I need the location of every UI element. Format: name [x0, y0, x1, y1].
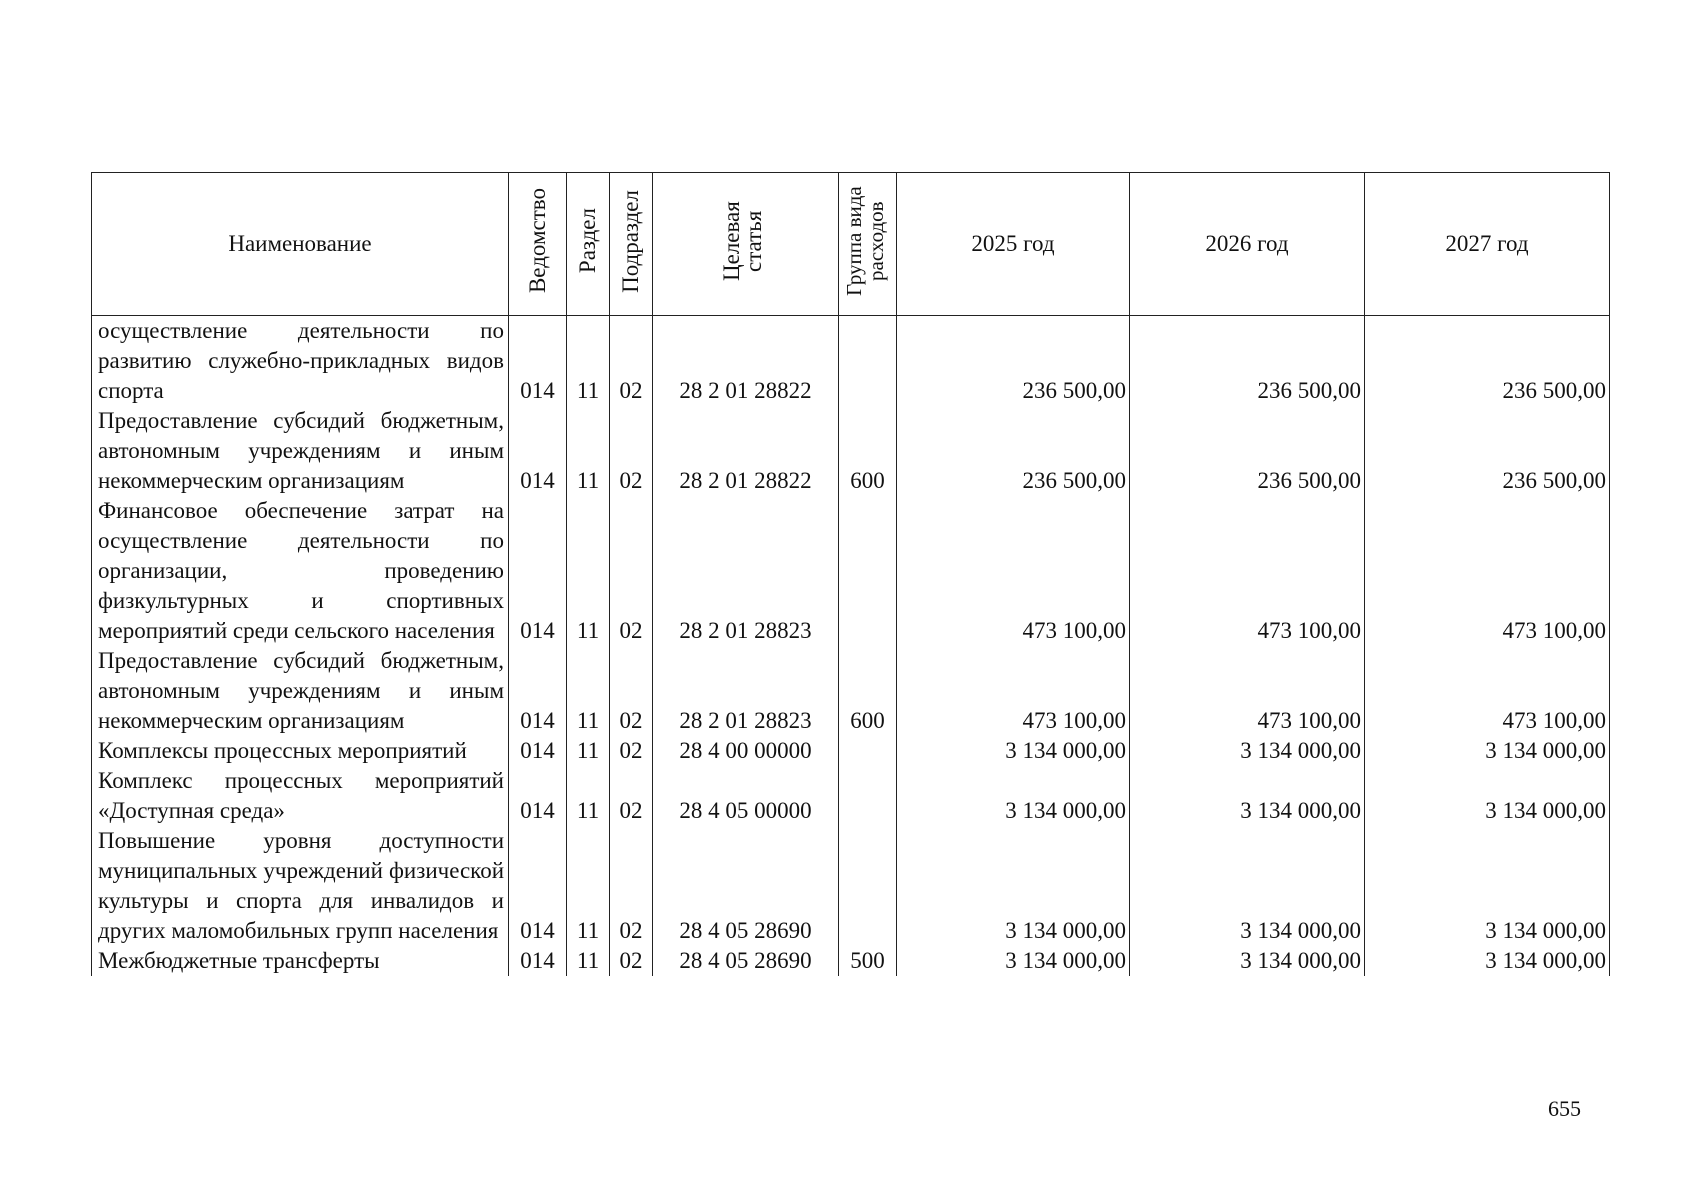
col-target-header: Целевая статья: [653, 173, 839, 316]
col-subsection-header: Подраздел: [610, 173, 653, 316]
page-number: 655: [1548, 1096, 1581, 1121]
row-2027: 3 134 000,00: [1365, 736, 1610, 766]
row-2026: 3 134 000,00: [1130, 766, 1365, 826]
col-dept-header: Ведомство: [509, 173, 567, 316]
row-2026: 236 500,00: [1130, 406, 1365, 496]
row-group: 600: [839, 406, 897, 496]
row-subsection: 02: [610, 496, 653, 646]
col-section-header: Раздел: [567, 173, 610, 316]
row-target: 28 4 00 00000: [653, 736, 839, 766]
row-section: 11: [567, 316, 610, 407]
row-section: 11: [567, 406, 610, 496]
table-row: [92, 496, 1610, 646]
row-dept: 014: [509, 946, 567, 976]
row-2026: 473 100,00: [1130, 646, 1365, 736]
row-2025: 473 100,00: [897, 496, 1130, 646]
row-2025: 473 100,00: [897, 646, 1130, 736]
row-target: 28 2 01 28822: [653, 406, 839, 496]
row-2027: 3 134 000,00: [1365, 826, 1610, 946]
row-name: Комплексы процессных мероприятий: [92, 736, 509, 766]
row-name: осуществление деятельности по развитию служебно-прикладных видов спорта: [92, 316, 509, 407]
table-row: [92, 646, 1610, 736]
row-target: 28 2 01 28823: [653, 496, 839, 646]
row-group: [839, 316, 897, 407]
row-subsection: 02: [610, 646, 653, 736]
row-2025: 3 134 000,00: [897, 946, 1130, 976]
row-group: 600: [839, 646, 897, 736]
row-dept: 014: [509, 766, 567, 826]
row-subsection: 02: [610, 766, 653, 826]
table-row: [92, 406, 1610, 496]
table-row: [92, 766, 1610, 826]
row-name: Финансовое обеспечение затрат на осуществление деятельности по организации, проведению физкультурных и спортивных мероприятий среди сельского населения: [92, 496, 509, 646]
col-name-header: Наименование: [92, 173, 509, 316]
row-dept: 014: [509, 646, 567, 736]
table-body: [92, 316, 1610, 977]
row-2026: 473 100,00: [1130, 496, 1365, 646]
row-dept: 014: [509, 826, 567, 946]
col-group-header: Группа вида расходов: [839, 173, 897, 316]
row-2027: 473 100,00: [1365, 646, 1610, 736]
row-target: 28 4 05 28690: [653, 946, 839, 976]
row-dept: 014: [509, 736, 567, 766]
row-2025: 3 134 000,00: [897, 766, 1130, 826]
row-group: [839, 826, 897, 946]
row-target: 28 4 05 00000: [653, 766, 839, 826]
row-2027: 3 134 000,00: [1365, 946, 1610, 976]
row-dept: 014: [509, 316, 567, 407]
table-row: [92, 736, 1610, 766]
row-2027: 3 134 000,00: [1365, 766, 1610, 826]
row-section: 11: [567, 496, 610, 646]
row-target: 28 2 01 28822: [653, 316, 839, 407]
row-2026: 3 134 000,00: [1130, 946, 1365, 976]
row-section: 11: [567, 826, 610, 946]
col-2025-header: 2025 год: [897, 173, 1130, 316]
table-header: [92, 173, 1610, 316]
row-2025: 236 500,00: [897, 316, 1130, 407]
row-group: [839, 766, 897, 826]
row-2026: 3 134 000,00: [1130, 826, 1365, 946]
row-2027: 236 500,00: [1365, 316, 1610, 407]
row-2026: 236 500,00: [1130, 316, 1365, 407]
row-section: 11: [567, 946, 610, 976]
row-name: Предоставление субсидий бюджетным, автономным учреждениям и иным некоммерческим организациям: [92, 406, 509, 496]
col-2027-header: 2027 год: [1365, 173, 1610, 316]
row-2027: 236 500,00: [1365, 406, 1610, 496]
table-row: [92, 946, 1610, 976]
row-dept: 014: [509, 406, 567, 496]
row-subsection: 02: [610, 316, 653, 407]
row-subsection: 02: [610, 406, 653, 496]
row-name: Предоставление субсидий бюджетным, автономным учреждениям и иным некоммерческим организациям: [92, 646, 509, 736]
row-group: [839, 496, 897, 646]
budget-table: [91, 172, 1610, 976]
row-subsection: 02: [610, 826, 653, 946]
row-name: Комплекс процессных мероприятий «Доступная среда»: [92, 766, 509, 826]
row-name: Межбюджетные трансферты: [92, 946, 509, 976]
row-group: [839, 736, 897, 766]
row-group: 500: [839, 946, 897, 976]
row-2025: 3 134 000,00: [897, 736, 1130, 766]
row-2026: 3 134 000,00: [1130, 736, 1365, 766]
row-subsection: 02: [610, 946, 653, 976]
row-2025: 236 500,00: [897, 406, 1130, 496]
row-name: Повышение уровня доступности муниципальных учреждений физической культуры и спорта для инвалидов и других маломобильных групп населения: [92, 826, 509, 946]
table-row: [92, 316, 1610, 407]
row-subsection: 02: [610, 736, 653, 766]
col-2026-header: 2026 год: [1130, 173, 1365, 316]
row-target: 28 4 05 28690: [653, 826, 839, 946]
row-section: 11: [567, 766, 610, 826]
row-2027: 473 100,00: [1365, 496, 1610, 646]
row-section: 11: [567, 736, 610, 766]
table-row: [92, 826, 1610, 946]
row-section: 11: [567, 646, 610, 736]
row-2025: 3 134 000,00: [897, 826, 1130, 946]
row-dept: 014: [509, 496, 567, 646]
row-target: 28 2 01 28823: [653, 646, 839, 736]
